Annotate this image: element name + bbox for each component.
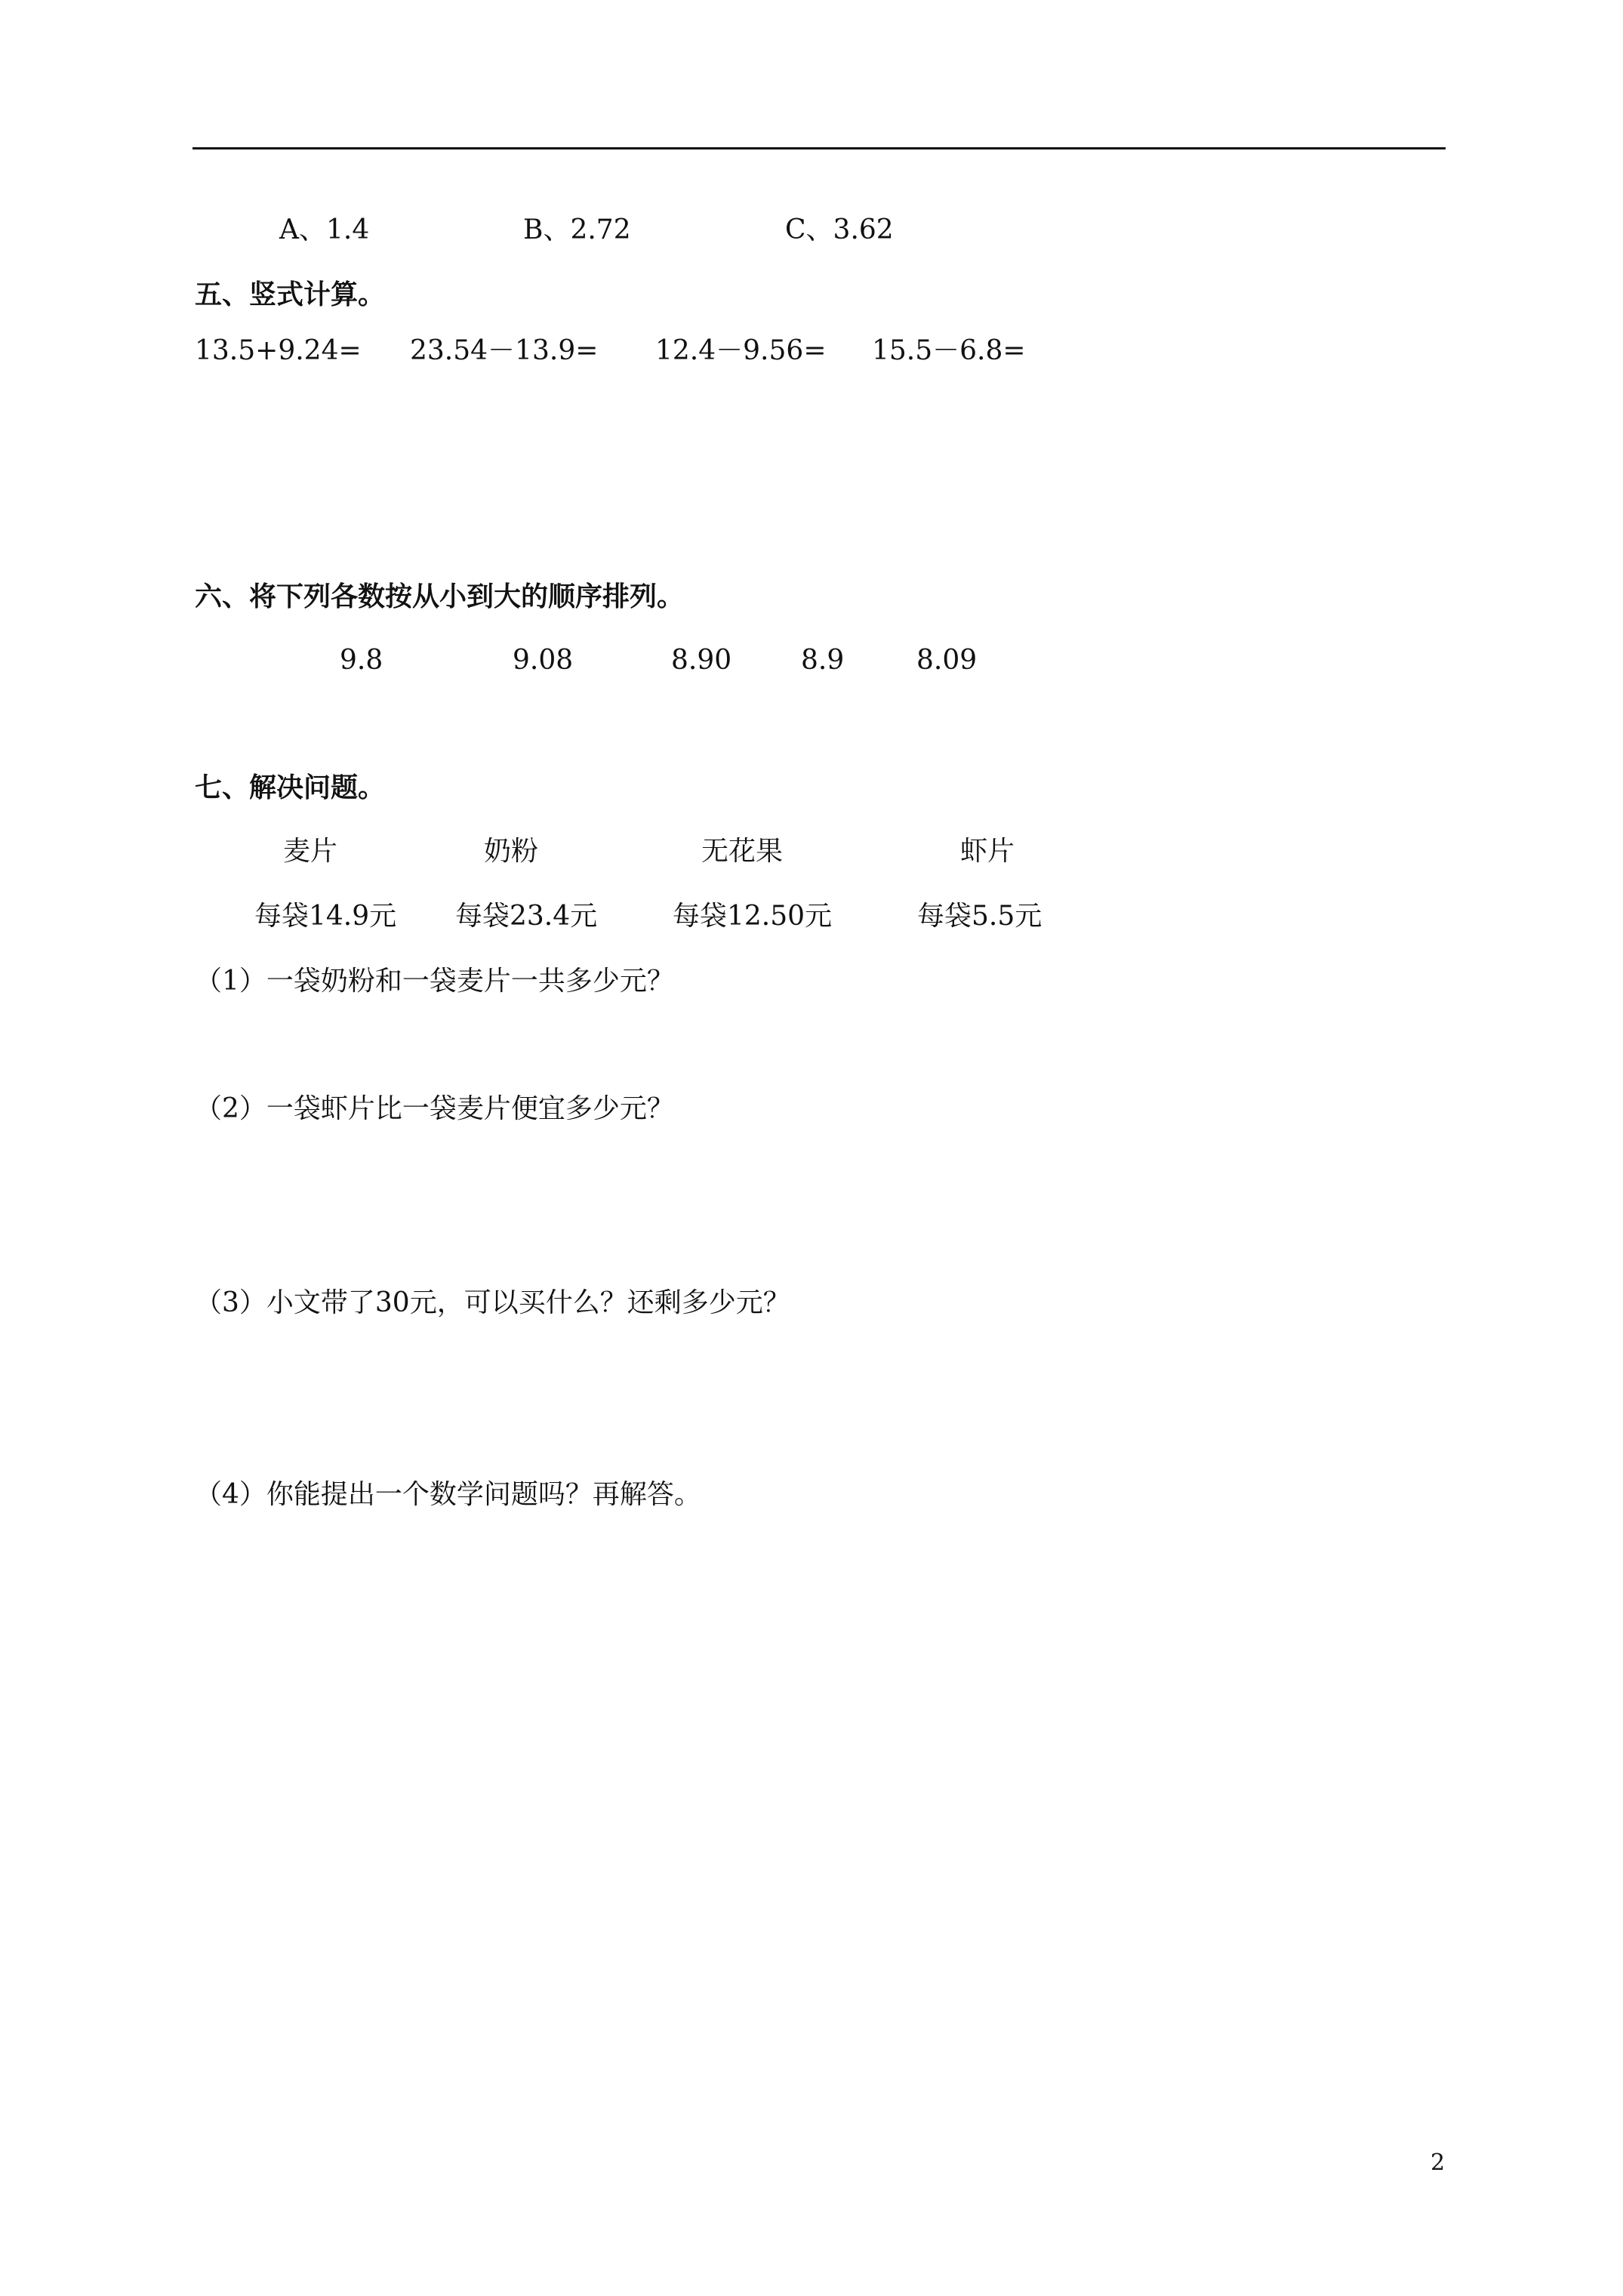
question-1: （1）一袋奶粉和一袋麦片一共多少元？ <box>195 966 674 997</box>
choice-c: C、3.62 <box>785 214 894 245</box>
header-rule <box>192 147 1446 149</box>
sort-number-2: 9.08 <box>513 645 574 676</box>
calc-problem-3: 12.4－9.56= <box>655 335 827 366</box>
section7-title: 七、解决问题。 <box>195 772 386 803</box>
price-milk-powder: 每袋23.4元 <box>455 901 598 932</box>
question-3: （3）小文带了30元，可以买什么？还剩多少元？ <box>195 1287 790 1318</box>
item-prawn-crackers: 虾片 <box>960 836 1015 867</box>
calc-problem-1: 13.5+9.24= <box>195 335 362 366</box>
sort-number-3: 8.90 <box>671 645 732 676</box>
calc-problem-4: 15.5－6.8= <box>872 335 1026 366</box>
question-4: （4）你能提出一个数学问题吗？再解答。 <box>195 1479 701 1510</box>
sort-number-4: 8.9 <box>801 645 845 676</box>
item-figs: 无花果 <box>701 836 784 867</box>
sort-number-1: 9.8 <box>340 645 383 676</box>
choice-b: B、2.72 <box>523 214 631 245</box>
question-2: （2）一袋虾片比一袋麦片便宜多少元？ <box>195 1093 674 1124</box>
sort-number-5: 8.09 <box>916 645 978 676</box>
choice-a: A、1.4 <box>279 214 370 245</box>
price-prawn-crackers: 每袋5.5元 <box>917 901 1042 932</box>
section5-title: 五、竖式计算。 <box>195 279 386 310</box>
item-cereal: 麦片 <box>283 836 338 867</box>
page-number: 2 <box>1431 2150 1446 2176</box>
price-cereal: 每袋14.9元 <box>254 901 397 932</box>
calc-problem-2: 23.54－13.9= <box>410 335 599 366</box>
section6-title: 六、将下列各数按从小到大的顺序排列。 <box>195 581 685 612</box>
price-figs: 每袋12.50元 <box>673 901 833 932</box>
item-milk-powder: 奶粉 <box>484 836 539 867</box>
